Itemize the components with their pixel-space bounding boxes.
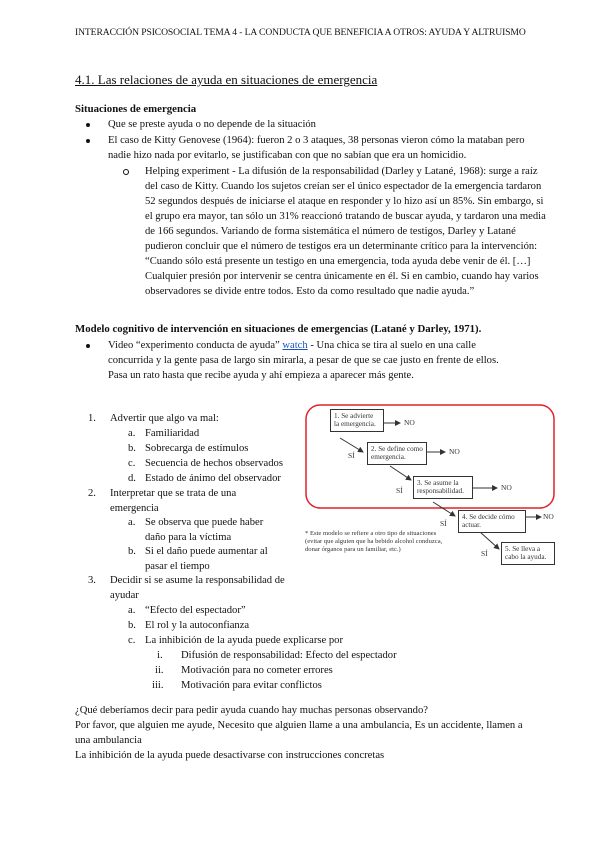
no-label: NO <box>404 418 415 427</box>
diagram-box-5: 5. Se lleva a cabo la ayuda. <box>501 542 555 565</box>
diagram-box-2: 2. Se define como emergencia. <box>367 442 427 465</box>
step-1c: c. Secuencia de hechos observados <box>128 458 283 469</box>
step-3b: b. El rol y la autoconfianza <box>128 620 250 631</box>
diagram-footnote: * Este modelo se refiere a otro tipo de situaciones (evitar que alguien que ha bebido alcohol conduzca, donar órganos para un familiar, etc.) <box>305 530 443 553</box>
sub-list-item: Helping experiment - La difusión de la responsabilidad (Darley y Latané, 1968): surge a raíz del caso de Kitty. Cuando los sujetos creían ser el único espectador de la emergencia tardaron 52 segundos después de iniciarse el ataque en responder y lo hizo así un 85%. Sin embargo, si el grupo era mayor, tan sólo un 31% reaccionó tratando de buscar ayuda, y tardaron una media de 166 segundos. Variando de forma sistemática el número de testigos, Darley y Latané pudieron concluir que el número de testigos era un determinante crítico para la intervención: “Cuando sólo está presente un testigo en una emergencia, toda ayuda debe venir de él. […] Cualquier presión por intervenir se centra únicamente en él. Si en cambio, cuando hay varios observadores se divide entre todos. Esto da como resultado que nadie ayuda.” <box>145 164 548 299</box>
closing-conclusion: La inhibición de la ayuda puede desactivarse con instrucciones concretas <box>75 750 385 761</box>
step-1d: d. Estado de ánimo del observador <box>128 473 281 484</box>
step-1a: a. Familiaridad <box>128 428 200 439</box>
section-title: 4.1. Las relaciones de ayuda en situaciones de emergencia <box>75 72 378 87</box>
diagram-box-1: 1. Se advierte la emergencia. <box>330 409 384 432</box>
step-3c-i: i. Difusión de responsabilidad: Efecto del espectador <box>157 650 397 661</box>
si-label: SÍ <box>396 486 403 495</box>
closing-answer: Por favor, que alguien me ayude, Necesito que alguien llame a una ambulancia, Es un accidente, llamen a una ambulancia <box>75 720 523 747</box>
situaciones-list <box>108 117 548 163</box>
watch-link[interactable]: watch <box>282 340 308 351</box>
circle-bullet-icon <box>123 169 129 175</box>
page-header: INTERACCIÓN PSICOSOCIAL TEMA 4 - LA CONDUCTA QUE BENEFICIA A OTROS: AYUDA Y ALTRUISMO <box>75 27 526 38</box>
no-label: NO <box>543 512 554 521</box>
step-3c: c. La inhibición de la ayuda puede explicarse por <box>128 635 343 646</box>
si-label: SÍ <box>348 451 355 460</box>
diagram-box-4: 4. Se decide cómo actuar. <box>458 510 526 533</box>
list-item: El caso de Kitty Genovese (1964): fueron 2 o 3 ataques, 38 personas vieron cómo la mataban pero nadie hizo nada por evitarlo, se justificaban con que no sabían que era un homicidio. <box>108 133 548 163</box>
video-item: Video “experimento conducta de ayuda” watch - Una chica se tira al suelo en una calle concurrida y la gente pasa de largo sin mirarla, a pesar de que se cae justo en frente de ellos. Pasa un rato hasta que recibe ayuda y ahí empieza a aparecer más gente. <box>108 338 520 383</box>
no-label: NO <box>501 483 512 492</box>
si-label: SÍ <box>440 519 447 528</box>
list-item: Que se preste ayuda o no depende de la situación <box>108 117 548 132</box>
step-3a: a. “Efecto del espectador” <box>128 605 246 616</box>
step-3c-iii: iii. Motivación para evitar conflictos <box>152 680 322 691</box>
heading-modelo: Modelo cognitivo de intervención en situaciones de emergencias (Latané y Darley, 1971). <box>75 323 482 335</box>
heading-situaciones: Situaciones de emergencia <box>75 103 197 115</box>
closing-question: ¿Qué deberíamos decir para pedir ayuda cuando hay muchas personas observando? <box>75 705 428 716</box>
step-2a: a. Se observa que puede haber daño para la víctima <box>128 517 264 544</box>
no-label: NO <box>449 447 460 456</box>
si-label: SÍ <box>481 549 488 558</box>
step-3c-ii: ii. Motivación para no cometer errores <box>155 665 333 676</box>
step-2: 2. Interpretar que se trata de una emergencia <box>88 488 237 515</box>
bullet-icon <box>86 123 90 127</box>
step-2b: b. Si el daño puede aumentar al pasar el tiempo <box>128 546 268 573</box>
step-1b: b. Sobrecarga de estímulos <box>128 443 249 454</box>
step-3: 3. Decidir si se asume la responsabilidad de ayudar <box>88 575 285 602</box>
diagram-box-3: 3. Se asume la responsabilidad. <box>413 476 473 499</box>
step-1: 1. Advertir que algo va mal: <box>88 413 219 424</box>
bullet-icon <box>86 344 90 348</box>
bullet-icon <box>86 139 90 143</box>
cognitive-model-diagram <box>305 404 555 584</box>
